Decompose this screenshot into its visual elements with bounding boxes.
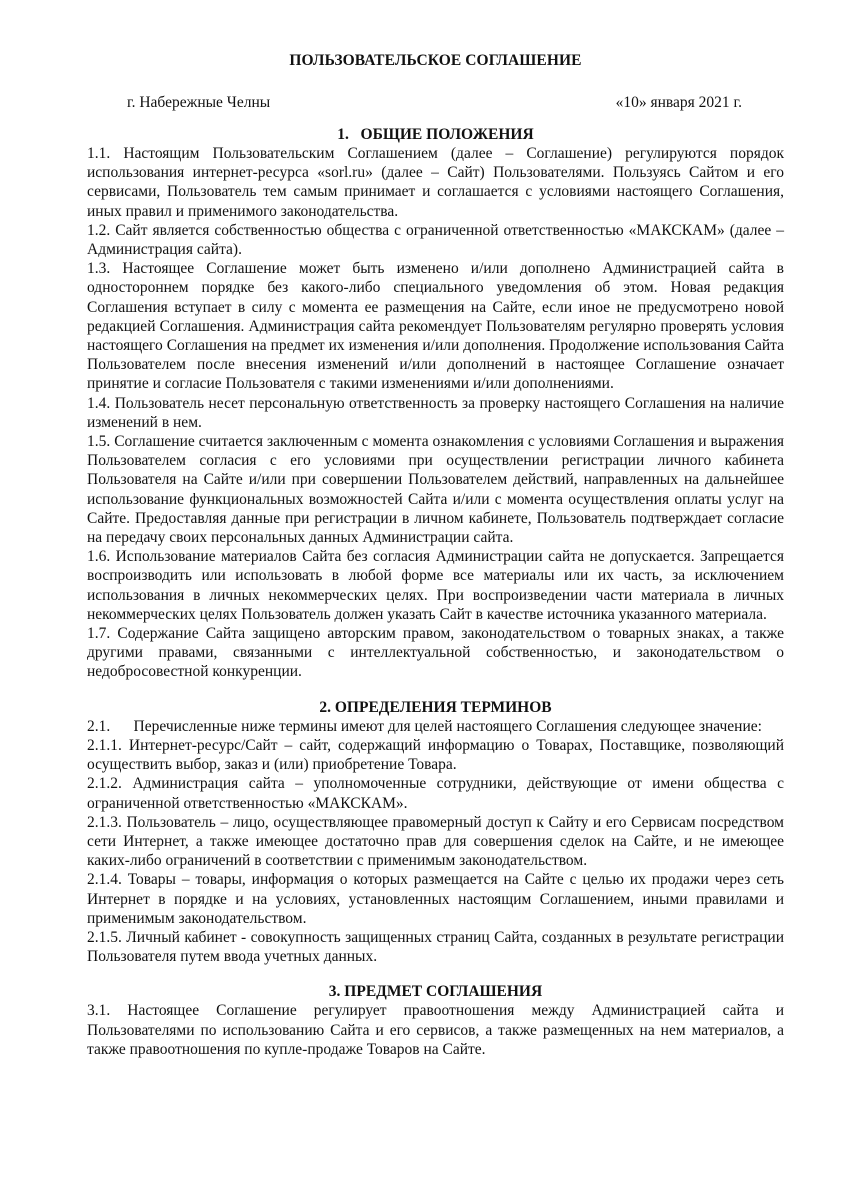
document-title: ПОЛЬЗОВАТЕЛЬСКОЕ СОГЛАШЕНИЕ bbox=[289, 52, 582, 69]
paragraph-2-1-5: 2.1.5. Личный кабинет - совокупность защищенных страниц Сайта, созданных в результате регистрации Пользователя путем ввода учетных данных. bbox=[87, 928, 784, 966]
paragraph-1-5: 1.5. Соглашение считается заключенным с момента ознакомления с условиями Соглашения и выражения Пользователем согласия с его условиями при осуществлении регистрации личного кабинета Пользователя на Сайте и/или при совершении Пользователем действий, направленных на дальнейшее использование функциональных возможностей Сайта и/или с момента осуществления оплаты услуг на Сайте. Предоставляя данные при регистрации в личном кабинете, Пользователь подтверждает согласие на передачу своих персональных данных Администрации сайта. bbox=[87, 433, 784, 547]
document-city: г. Набережные Челны bbox=[127, 94, 271, 111]
paragraph-2-1: 2.1. Перечисленные ниже термины имеют для целей настоящего Соглашения следующее значение: bbox=[87, 717, 762, 735]
paragraph-2-1-4: 2.1.4. Товары – товары, информация о которых размещается на Сайте с целью их продажи через сеть Интернет в порядке и на условиях, установленных настоящим Соглашением, иными правилами и применимым законодательством. bbox=[87, 871, 784, 927]
document-date: «10» января 2021 г. bbox=[615, 94, 742, 111]
paragraph-1-3: 1.3. Настоящее Соглашение может быть изменено и/или дополнено Администрацией сайта в одностороннем порядке без какого-либо специального уведомления об этом. Новая редакция Соглашения вступает в силу с момента ее размещения на Сайте, если иное не предусмотрено новой редакцией Соглашения. Администрация сайта рекомендует Пользователям регулярно проверять условия настоящего Соглашения на предмет их изменения и/или дополнения. Продолжение использования Сайта Пользователем после внесения изменений и/или дополнений в настоящее Соглашение означает принятие и согласие Пользователя с такими изменениями и/или дополнениями. bbox=[87, 260, 784, 393]
paragraph-1-6: 1.6. Использование материалов Сайта без согласия Администрации сайта не допускается. Запрещается воспроизводить или использовать в любой форме все материалы или их часть, за исключением использования в личных некоммерческих целях. При воспроизведении части материала в личных некоммерческих целях Пользователь должен указать Сайт в качестве источника указанного материала. bbox=[87, 548, 784, 623]
paragraph-2-1-1: 2.1.1. Интернет-ресурс/Сайт – сайт, содержащий информацию о Товарах, Поставщике, позволяющий осуществить выбор, заказ и (или) приобретение Товара. bbox=[87, 736, 784, 774]
section-2-heading: 2. ОПРЕДЕЛЕНИЯ ТЕРМИНОВ bbox=[319, 698, 552, 716]
section-1-heading: 1. ОБЩИЕ ПОЛОЖЕНИЯ bbox=[337, 126, 534, 143]
paragraph-2-1-2: 2.1.2. Администрация сайта – уполномоченные сотрудники, действующие от имени общества с ограниченной ответственностью «МАКСКАМ». bbox=[87, 775, 784, 812]
place-date-line bbox=[87, 94, 784, 112]
section-3-heading: 3. ПРЕДМЕТ СОГЛАШЕНИЯ bbox=[328, 983, 543, 1001]
paragraph-1-7: 1.7. Содержание Сайта защищено авторским правом, законодательством о товарных знаках, а также другими правами, связанными с интеллектуальной собственностью, и законодательством о недобросовестной конкуренции. bbox=[87, 625, 784, 681]
paragraph-3-1: 3.1. Настоящее Соглашение регулирует правоотношения между Администрацией сайта и Пользователями по использованию Сайта и его сервисов, а также размещенных на нем материалов, а также правоотношения по купле-продаже Товаров на Сайте. bbox=[87, 1002, 784, 1058]
paragraph-2-1-3: 2.1.3. Пользователь – лицо, осуществляющее правомерный доступ к Сайту и его Сервисам посредством сети Интернет, а также имеющее достаточно прав для совершения сделок на Сайте, и не имеющее каких-либо ограничений в соответствии с применимым законодательством. bbox=[87, 813, 784, 870]
paragraph-1-2: 1.2. Сайт является собственностью общества с ограниченной ответственностью «МАКСКАМ» (далее – Администрация сайта). bbox=[87, 221, 784, 259]
paragraph-1-4: 1.4. Пользователь несет персональную ответственность за проверку настоящего Соглашения на наличие изменений в нем. bbox=[87, 394, 784, 431]
paragraph-1-1: 1.1. Настоящим Пользовательским Соглашением (далее – Соглашение) регулируются порядок использования интернет-ресурса «sorl.ru» (далее – Сайт) Пользователями. Пользуясь Сайтом и его сервисами, Пользователь тем самым принимает и соглашается с условиями настоящего Соглашения, иных правил и применимого законодательства. bbox=[87, 145, 784, 220]
